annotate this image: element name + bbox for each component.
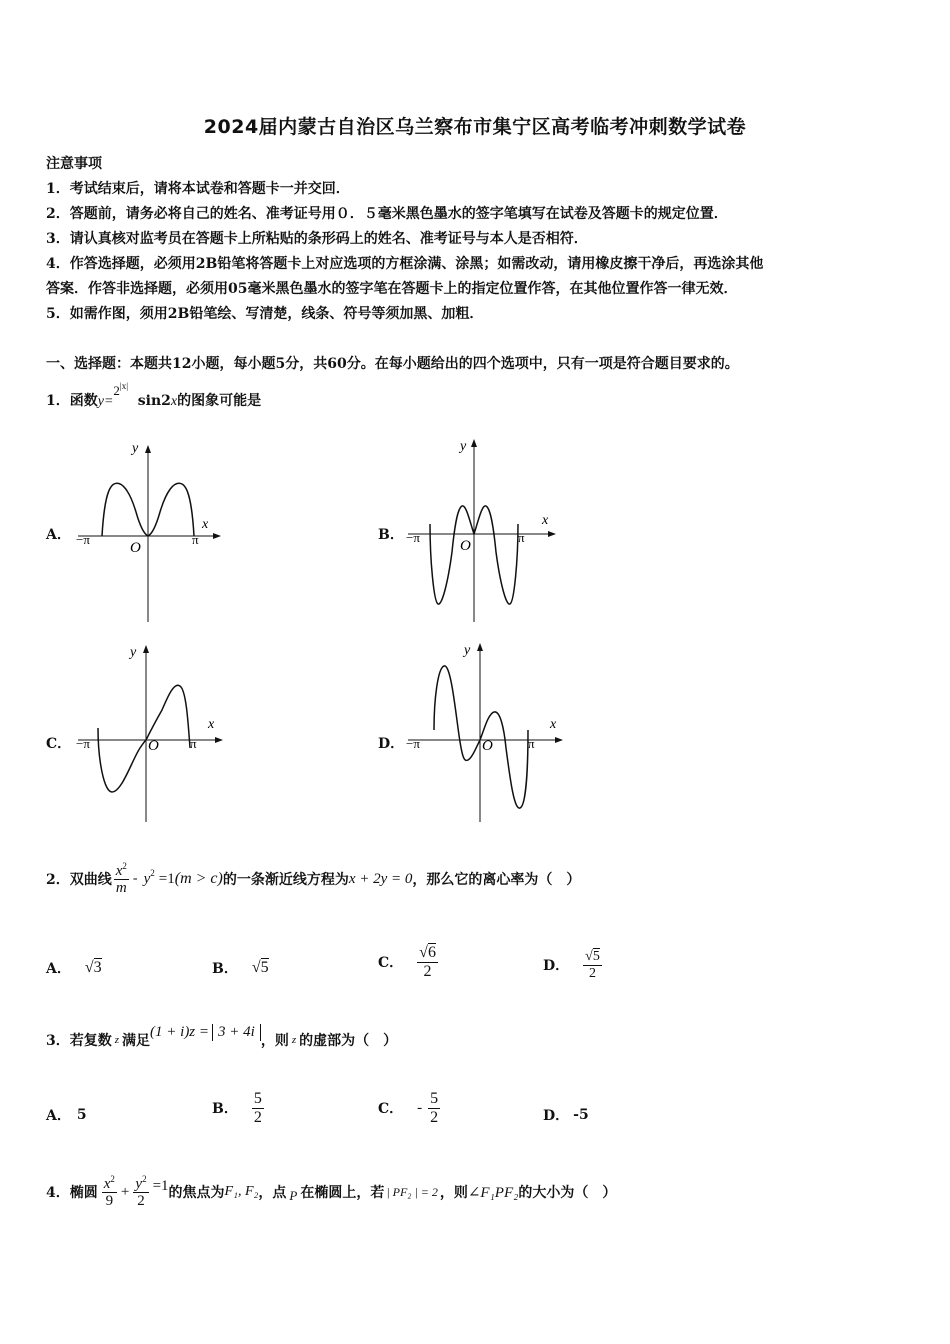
option-label: D． bbox=[543, 958, 570, 974]
radicand: 5 bbox=[592, 949, 600, 965]
sqrt-symbol: √3 bbox=[84, 959, 102, 976]
option-label: B． bbox=[212, 961, 238, 977]
q1-var: x bbox=[170, 394, 178, 409]
q1-func: sin2 bbox=[137, 393, 171, 409]
x-label: x bbox=[208, 717, 215, 732]
pi-label: π bbox=[518, 530, 525, 545]
note-item: 答案．作答非选择题，必须用05毫米黑色墨水的签字笔在答题卡上的指定位置作答，在其他位置作答一律无效． bbox=[46, 281, 738, 297]
pi-label: π bbox=[528, 736, 535, 751]
q4-cond: | PF₂ | = 2 bbox=[386, 1184, 438, 1199]
y-label: y bbox=[132, 441, 139, 456]
q4-mid1: 的焦点为 bbox=[168, 1185, 225, 1201]
q3-option-b bbox=[212, 1082, 264, 1134]
q2-minus: - bbox=[132, 871, 138, 886]
q2-m: m bbox=[114, 879, 129, 897]
q3-z: z bbox=[114, 1034, 120, 1046]
q1-y: y= bbox=[97, 394, 114, 409]
q1-suffix: 的图象可能是 bbox=[177, 393, 262, 409]
q1-base: 2 bbox=[113, 383, 120, 398]
q4-sq: 2 bbox=[110, 1173, 115, 1184]
q1-option-b-label: B． bbox=[378, 527, 404, 543]
option-label: C． bbox=[378, 955, 404, 971]
q4-angle: ∠F₁PF₂ bbox=[467, 1184, 519, 1201]
question-3 bbox=[46, 1022, 397, 1058]
page-title: 2024届内蒙古自治区乌兰察布市集宁区高考临考冲刺数学试卷 bbox=[203, 116, 747, 138]
neg-pi-label: −π bbox=[76, 736, 90, 751]
q1-option-a-label: A． bbox=[46, 527, 71, 543]
origin-label: O bbox=[482, 738, 493, 754]
q2-cond: (m > c) bbox=[174, 870, 223, 887]
denominator: 2 bbox=[253, 1108, 262, 1126]
origin-label: O bbox=[460, 538, 471, 554]
numerator: 5 bbox=[253, 1089, 262, 1107]
q2-option-c bbox=[378, 936, 438, 988]
q4-eq: =1 bbox=[152, 1177, 169, 1194]
q3-mid1: 满足 bbox=[122, 1033, 151, 1049]
q2-asym: x + 2y = 0 bbox=[348, 870, 413, 887]
denominator: 2 bbox=[588, 965, 596, 981]
origin-label: O bbox=[148, 738, 159, 754]
sign: - bbox=[417, 1099, 423, 1116]
q3-suffix: 的虚部为（ ） bbox=[299, 1033, 398, 1049]
note-item: 1．考试结束后，请将本试卷和答题卡一并交回． bbox=[46, 181, 350, 197]
option-label: A． bbox=[46, 1108, 71, 1124]
fraction bbox=[252, 1090, 264, 1126]
y-label: y bbox=[464, 643, 471, 658]
q4-suffix: 的大小为（ ） bbox=[518, 1185, 617, 1201]
note-item: 3．请认真核对监考员在答题卡上所粘贴的条形码上的姓名、准考证号与本人是否相符． bbox=[46, 231, 588, 247]
sqrt-symbol: √5 bbox=[251, 959, 269, 976]
q4-d1: 9 bbox=[105, 1193, 114, 1209]
radicand: 5 bbox=[260, 959, 269, 976]
graph-b bbox=[400, 432, 570, 628]
q3-prefix: 3．若复数 bbox=[46, 1033, 112, 1049]
note-item: 4．作答选择题，必须用2B铅笔将答题卡上对应选项的方框涂满、涂黑；如需改动，请用橡皮擦干净后，再选涂其他 bbox=[46, 256, 764, 272]
neg-pi-label: −π bbox=[406, 736, 420, 751]
q3-option-c bbox=[378, 1082, 440, 1134]
q3-mid2: ，则 bbox=[260, 1033, 289, 1049]
neg-pi-label: −π bbox=[406, 530, 420, 545]
q2-x: x bbox=[115, 862, 123, 879]
question-4 bbox=[46, 1166, 616, 1218]
q4-fraction-x bbox=[102, 1175, 117, 1210]
question-2 bbox=[46, 856, 580, 902]
q2-mid: 的一条渐近线方程为 bbox=[222, 872, 349, 888]
curve bbox=[98, 685, 190, 792]
q1-option-d-label: D． bbox=[378, 736, 405, 752]
q3-z: z bbox=[291, 1034, 297, 1046]
denominator: 2 bbox=[423, 962, 432, 980]
option-value: 5 bbox=[76, 1107, 87, 1123]
notes-heading: 注意事项 bbox=[46, 156, 102, 172]
q2-option-a bbox=[46, 958, 102, 978]
fraction bbox=[428, 1090, 440, 1126]
option-label: D． bbox=[543, 1108, 570, 1124]
q2-prefix: 2．双曲线 bbox=[46, 872, 112, 888]
graph-d bbox=[400, 638, 575, 824]
q4-d2: 2 bbox=[137, 1193, 145, 1209]
option-label: B． bbox=[212, 1101, 238, 1117]
option-label: A． bbox=[46, 961, 71, 977]
x-label: x bbox=[542, 513, 549, 528]
denominator: 2 bbox=[430, 1108, 439, 1126]
radicand: 3 bbox=[93, 959, 102, 976]
graph-a bbox=[70, 432, 230, 628]
q3-lhs: (1 + i)z = bbox=[150, 1023, 210, 1040]
option-label: C． bbox=[378, 1101, 404, 1117]
q2-fraction bbox=[114, 862, 129, 897]
x-label: x bbox=[202, 517, 209, 532]
y-label: y bbox=[130, 645, 137, 660]
numerator: 5 bbox=[430, 1089, 439, 1107]
y-label: y bbox=[460, 439, 467, 454]
q4-y: y bbox=[135, 1175, 143, 1192]
q3-option-d bbox=[543, 1105, 589, 1125]
q2-option-d bbox=[543, 940, 602, 990]
q2-suffix: ，那么它的离心率为（ ） bbox=[412, 872, 581, 888]
q1-option-c-label: C． bbox=[46, 736, 72, 752]
q4-mid4: ，则 bbox=[439, 1185, 468, 1201]
graph-c bbox=[70, 640, 230, 826]
q4-mid2: ，点 bbox=[258, 1185, 287, 1201]
origin-label: O bbox=[130, 540, 141, 556]
q2-sq: 2 bbox=[122, 860, 127, 871]
q4-sq: 2 bbox=[142, 1173, 147, 1184]
q1-exp: |x| bbox=[119, 381, 129, 391]
pi-label: π bbox=[190, 736, 197, 751]
q2-eq: =1 bbox=[158, 870, 175, 887]
x-label: x bbox=[550, 717, 557, 732]
option-value: -5 bbox=[573, 1107, 589, 1123]
q2-y: y bbox=[143, 870, 151, 887]
q4-p: P bbox=[289, 1188, 298, 1203]
pi-label: π bbox=[192, 532, 199, 547]
section-heading: 一、选择题：本题共12小题，每小题5分，共60分。在每小题给出的四个选项中，只有一项是符合题目要求的。 bbox=[46, 356, 739, 372]
q4-mid3: 在椭圆上，若 bbox=[300, 1185, 385, 1201]
q2-option-b bbox=[212, 958, 269, 978]
radicand: 6 bbox=[427, 943, 436, 961]
q4-plus: + bbox=[120, 1183, 130, 1200]
fraction: $\frac{√6}{2}$ bbox=[419, 943, 436, 980]
curve bbox=[434, 666, 528, 808]
q4-prefix: 4．椭圆 bbox=[46, 1185, 98, 1201]
fraction: $\frac{√5}{2}$ bbox=[585, 949, 600, 981]
q2-sq: 2 bbox=[150, 868, 155, 878]
note-item: 5．如需作图，须用2B铅笔绘、写清楚，线条、符号等须加黑、加粗． bbox=[46, 306, 484, 322]
q4-x: x bbox=[103, 1175, 111, 1192]
q3-option-a bbox=[46, 1105, 87, 1125]
q1-prefix: 1．函数 bbox=[46, 393, 98, 409]
note-item: 2．答题前，请务必将自己的姓名、准考证号用０．５毫米黑色墨水的签字笔填写在试卷及答题卡的规定位置． bbox=[46, 206, 728, 222]
question-1 bbox=[46, 381, 262, 410]
q3-abs: 3 + 4i bbox=[212, 1024, 261, 1041]
neg-pi-label: −π bbox=[76, 532, 90, 547]
q4-foci: F₁, F₂ bbox=[224, 1184, 259, 1199]
q4-fraction-y bbox=[133, 1175, 148, 1210]
